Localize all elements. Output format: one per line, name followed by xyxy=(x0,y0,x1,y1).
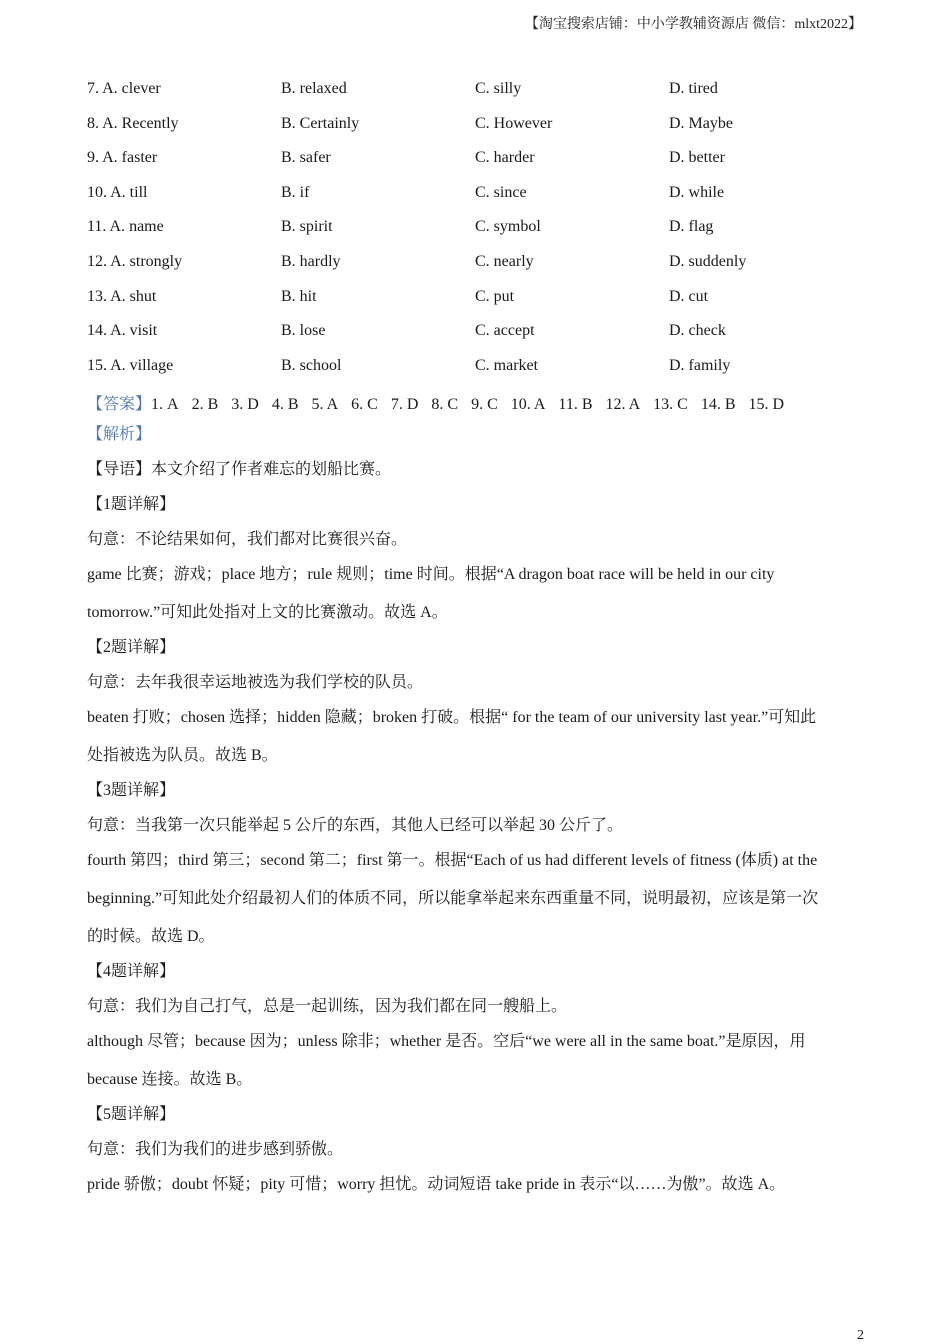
option-row xyxy=(87,182,867,217)
option-row xyxy=(87,355,867,390)
q3-meaning: 句意：当我第一次只能举起 5 公斤的东西，其他人已经可以举起 30 公斤了。 xyxy=(87,817,624,834)
answer-item: 6. C xyxy=(351,396,378,413)
q5-heading: 【5题详解】 xyxy=(87,1106,176,1123)
answer-item: 9. C xyxy=(471,396,498,413)
option-c: C. silly xyxy=(475,80,522,97)
option-d: D. Maybe xyxy=(669,114,733,132)
answer-item: 3. D xyxy=(231,396,259,413)
option-a: 8. A. Recently xyxy=(87,114,179,132)
option-b: B. spirit xyxy=(281,218,333,236)
option-d: D. check xyxy=(669,322,726,340)
option-a: 9. A. faster xyxy=(87,149,158,167)
option-b: B. hardly xyxy=(281,252,341,270)
option-a: 12. A. strongly xyxy=(87,252,183,270)
q3-heading: 【3题详解】 xyxy=(87,782,176,799)
option-row xyxy=(87,251,867,286)
q3-explanation-cont: beginning.”可知此处介绍最初人们的体质不同，所以能拿举起来东西重量不同，说明最初，应该是第一次 xyxy=(87,890,819,907)
answer-item: 1. A xyxy=(151,396,179,413)
answer-line xyxy=(87,391,877,414)
option-a: 15. A. village xyxy=(87,356,174,374)
analysis-tag: 【解析】 xyxy=(87,426,152,443)
q2-meaning: 句意：去年我很幸运地被选为我们学校的队员。 xyxy=(87,674,424,691)
q4-heading: 【4题详解】 xyxy=(87,963,176,980)
q4-explanation-cont: because 连接。故选 B。 xyxy=(87,1071,253,1088)
q5-explanation: pride 骄傲；doubt 怀疑；pity 可惜；worry 担忧。动词短语 take pride in 表示“以……为傲”。故选 A。 xyxy=(87,1176,786,1193)
option-row xyxy=(87,216,867,251)
option-b: B. lose xyxy=(281,322,326,340)
page-header: 【淘宝搜索店铺：中小学教辅资源店 微信：mlxt2022】 xyxy=(524,17,862,32)
q5-meaning: 句意：我们为我们的进步感到骄傲。 xyxy=(87,1141,344,1158)
q2-heading: 【2题详解】 xyxy=(87,639,176,656)
answer-item: 5. A xyxy=(311,396,339,413)
q3-explanation-cont: 的时候。故选 D。 xyxy=(87,928,215,945)
q1-heading: 【1题详解】 xyxy=(87,496,176,513)
answer-tag: 【答案】 xyxy=(87,396,152,413)
option-d: D. suddenly xyxy=(669,252,747,270)
q2-explanation: beaten 打败；chosen 选择；hidden 隐藏；broken 打破。根据“ for the team of our university last year.”可知此 xyxy=(87,709,817,726)
options-table xyxy=(87,78,867,389)
q4-explanation: although 尽管；because 因为；unless 除非；whether 是否。空后“we were all in the same boat.”是原因，用 xyxy=(87,1033,806,1050)
q1-explanation-cont: tomorrow.”可知此处指对上文的比赛激动。故选 A。 xyxy=(87,604,448,621)
analysis-block xyxy=(87,425,862,1195)
option-b: B. school xyxy=(281,356,342,374)
q1-meaning: 句意：不论结果如何，我们都对比赛很兴奋。 xyxy=(87,531,408,548)
option-d: D. flag xyxy=(669,218,714,236)
answer-item: 7. D xyxy=(390,396,419,413)
answer-item: 4. B xyxy=(271,396,299,413)
option-c: C. put xyxy=(475,287,515,305)
answer-item: 2. B xyxy=(191,396,219,413)
q2-explanation-cont: 处指被选为队员。故选 B。 xyxy=(87,747,278,764)
answer-item: 14. B xyxy=(700,396,736,413)
option-d: D. better xyxy=(669,149,725,167)
option-a: 13. A. shut xyxy=(87,287,157,305)
option-c: C. symbol xyxy=(475,218,541,236)
page-number: 2 xyxy=(857,1328,864,1343)
option-a: 7. A. clever xyxy=(87,80,161,97)
option-d: D. tired xyxy=(669,80,718,97)
option-row xyxy=(87,320,867,355)
option-c: C. since xyxy=(475,183,527,201)
q3-explanation: fourth 第四；third 第三；second 第二；first 第一。根据“Each of us had different levels of fitness (体质) at the xyxy=(87,852,818,869)
option-row xyxy=(87,147,867,182)
answer-item: 11. B xyxy=(558,396,593,413)
option-c: C. However xyxy=(475,114,553,132)
option-a: 10. A. till xyxy=(87,183,148,201)
option-row xyxy=(87,78,867,113)
option-b: B. safer xyxy=(281,149,331,167)
option-d: D. while xyxy=(669,183,725,201)
option-c: C. harder xyxy=(475,149,535,167)
answer-item: 15. D xyxy=(748,396,785,413)
option-a: 14. A. visit xyxy=(87,322,158,340)
option-c: C. market xyxy=(475,356,539,374)
option-row xyxy=(87,286,867,321)
q4-meaning: 句意：我们为自己打气，总是一起训练，因为我们都在同一艘船上。 xyxy=(87,998,568,1015)
q1-explanation: game 比赛；游戏；place 地方；rule 规则；time 时间。根据“A dragon boat race will be held in our city xyxy=(87,566,775,583)
option-d: D. cut xyxy=(669,287,709,305)
option-b: B. relaxed xyxy=(281,80,347,97)
option-a: 11. A. name xyxy=(87,218,164,236)
answer-item: 10. A xyxy=(510,396,546,413)
option-b: B. if xyxy=(281,183,310,201)
option-d: D. family xyxy=(669,356,731,374)
option-b: B. hit xyxy=(281,287,317,305)
answer-item: 12. A xyxy=(605,396,641,413)
option-c: C. accept xyxy=(475,322,535,340)
option-row xyxy=(87,113,867,148)
guide-text: 【导语】本文介绍了作者难忘的划船比赛。 xyxy=(87,461,392,478)
option-c: C. nearly xyxy=(475,252,534,270)
answer-item: 13. C xyxy=(653,396,688,413)
option-b: B. Certainly xyxy=(281,114,360,132)
answer-item: 8. C xyxy=(431,396,459,413)
